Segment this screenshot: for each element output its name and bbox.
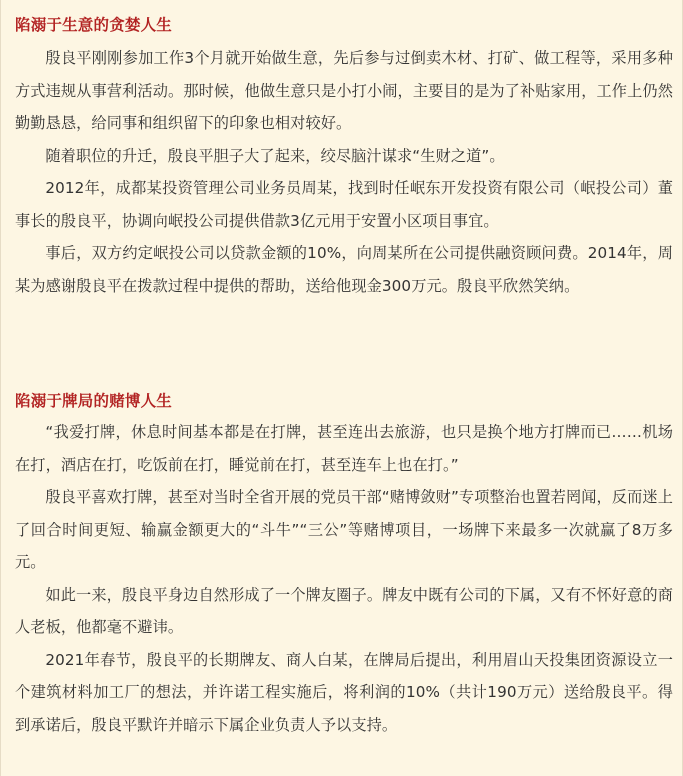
section-heading: 陷溺于牌局的赌博人生 xyxy=(15,392,173,410)
paragraph: 事后，双方约定岷投公司以贷款金额的10%，向周某所在公司提供融资顾问费。2014年，周某为感谢殷良平在拨款过程中提供的帮助，送给他现金300万元。殷良平欣然笑纳。 xyxy=(15,244,673,295)
section-heading: 陷溺于生意的贪婪人生 xyxy=(15,16,173,34)
section-gambling-life xyxy=(15,392,673,741)
paragraph: 2012年，成都某投资管理公司业务员周某，找到时任岷东开发投资有限公司（岷投公司）董事长的殷良平，协调向岷投公司提供借款3亿元用于安置小区项目事宜。 xyxy=(15,179,673,230)
paragraph: 如此一来，殷良平身边自然形成了一个牌友圈子。牌友中既有公司的下属，又有不怀好意的商人老板，他都毫不避讳。 xyxy=(15,585,673,636)
paragraph: 殷良平喜欢打牌，甚至对当时全省开展的党员干部“赌博敛财”专项整治也置若罔闻，反而迷上了回合时间更短、输赢金额更大的“斗牛”“三公”等赌博项目，一场牌下来最多一次就赢了8万多元。 xyxy=(15,488,673,571)
paragraph: 殷良平刚刚参加工作3个月就开始做生意，先后参与过倒卖木材、打矿、做工程等，采用多种方式违规从事营利活动。那时候，他做生意只是小打小闹，主要目的是为了补贴家用，工作上仍然勤勤恳恳，给同事和组织留下的印象也相对较好。 xyxy=(15,49,673,132)
paragraph: 随着职位的升迁，殷良平胆子大了起来，绞尽脑汁谋求“生财之道”。 xyxy=(45,146,505,165)
paragraph: 2021年春节，殷良平的长期牌友、商人白某，在牌局后提出，利用眉山天投集团资源设立一个建筑材料加工厂的想法，并许诺工程实施后，将利润的10%（共计190万元）送给殷良平。得到承诺后，殷良平默许并暗示下属企业负责人予以支持。 xyxy=(15,650,673,734)
section-body xyxy=(15,42,673,302)
section-body xyxy=(15,416,673,741)
section-business-greed xyxy=(15,16,673,302)
paragraph: “我爱打牌，休息时间基本都是在打牌，甚至连出去旅游，也只是换个地方打牌而已……机场在打，酒店在打，吃饭前在打，睡觉前在打，甚至连车上也在打。” xyxy=(15,423,673,474)
